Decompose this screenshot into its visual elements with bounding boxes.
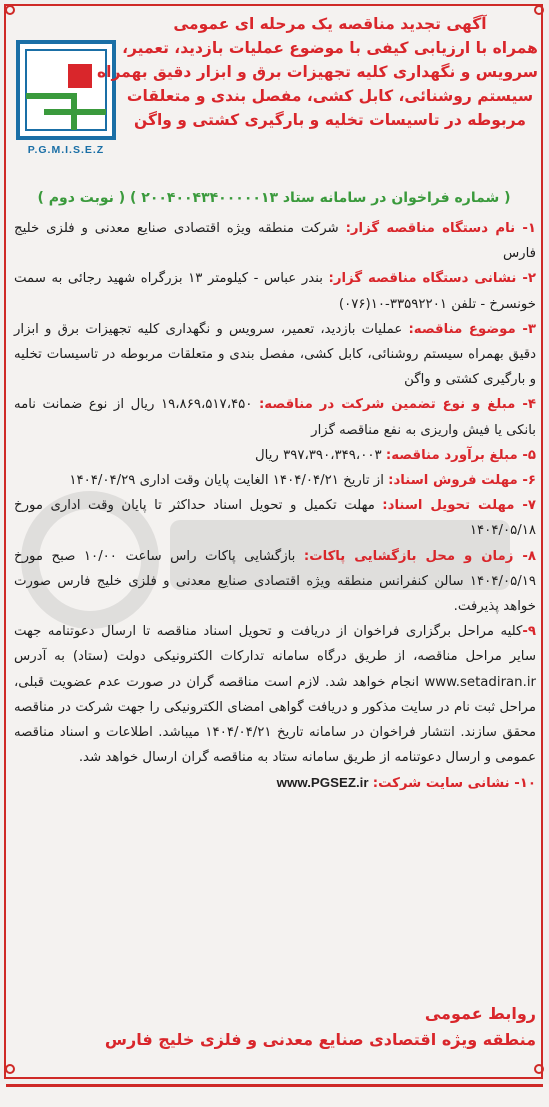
item-text: از تاریخ ۱۴۰۴/۰۴/۲۱ الغایت پایان وقت اداری ۱۴۰۴/۰۴/۲۹	[69, 473, 389, 489]
call-number: ( شماره فراخوان در سامانه ستاد ۲۰۰۴۰۰۴۳۴۰۰۰۰۰۱۳ ) ( نوبت دوم )	[37, 190, 511, 206]
pgsez-logo-icon	[14, 38, 118, 142]
tender-item	[14, 443, 536, 468]
website-link[interactable]: www.PGSEZ.ir	[276, 775, 369, 791]
company-logo	[14, 38, 118, 158]
tender-item	[14, 493, 536, 543]
item-label: ۱- نام دستگاه مناقصه گزار:	[345, 221, 537, 236]
headline-line: سرویس و نگهداری کلیه تجهیزات برق و ابزار دقیق بهمراه	[97, 63, 538, 81]
website-item	[14, 770, 536, 796]
item-text: مهلت تکمیل و تحویل اسناد حداکثر تا پایان وقت اداری مورخ ۱۴۰۴/۰۵/۱۸	[14, 498, 536, 539]
tender-headline	[97, 12, 538, 132]
corner-ornament-icon	[533, 1063, 545, 1075]
item-text: شرکت منطقه ویژه اقتصادی صنایع معدنی و فلزی خلیج فارس	[14, 221, 536, 262]
corner-ornament-icon	[4, 1063, 16, 1075]
tender-item	[14, 544, 536, 620]
headline-line: مربوطه در تاسیسات تخلیه و بارگیری کشتی و واگن	[134, 111, 526, 129]
item-label: ۷- مهلت تحویل اسناد:	[382, 498, 537, 514]
tender-item	[14, 317, 536, 393]
tender-item	[14, 216, 536, 266]
tender-item	[14, 468, 536, 493]
footer-organization: منطقه ویژه اقتصادی صنایع معدنی و فلزی خلیج فارس	[104, 1030, 536, 1049]
tender-item	[14, 392, 536, 442]
item-label: ۴- مبلغ و نوع تضمین شرکت در مناقصه:	[258, 397, 536, 413]
next-ad-strip	[0, 1084, 549, 1107]
item-label: ۹-	[522, 624, 536, 640]
item-label: ۶- مهلت فروش اسناد:	[388, 473, 536, 489]
item-label: ۸- زمان و محل بازگشایی پاکات:	[303, 548, 536, 564]
item-text: ۳۹۷،۳۹۰،۳۴۹،۰۰۳ ریال	[255, 447, 386, 463]
item-text: عملیات بازدید، تعمیر، سرویس و نگهداری کلیه تجهیزات برق و ابزار دقیق بهمراه سیستم روشنائی، کابل کشی، مفصل بندی و متعلقات مربوطه در تاسیسات تخلیه و بارگیری کشتی و واگن	[14, 321, 536, 388]
item-label: ۳- موضوع مناقصه:	[408, 321, 536, 337]
website-label: ۱۰- نشانی سایت شرکت:	[372, 776, 536, 792]
tender-body	[14, 216, 536, 797]
corner-ornament-icon	[4, 4, 16, 16]
tender-item	[14, 266, 536, 316]
item-text: بندر عباس - کیلومتر ۱۳ بزرگراه شهید رجائی به سمت خونسرخ - تلفن ۳۳۵۹۲۲۰۱-۱۰(۰۷۶)	[14, 271, 536, 312]
tender-item	[14, 619, 536, 770]
logo-text: P.G.M.I.S.E.Z	[27, 144, 105, 156]
item-text: بازگشایی پاکات راس ساعت ۱۰/۰۰ صبح مورخ ۱۴۰۴/۰۵/۱۹ سالن کنفرانس منطقه ویژه اقتصادی صنایع معدنی و فلزی خلیج فارس صورت خواهد پذیرفت.	[14, 548, 536, 615]
footer	[14, 1002, 536, 1054]
item-label: ۲- نشانی دستگاه مناقصه گزار:	[328, 271, 536, 287]
item-text: ۱۹،۸۶۹،۵۱۷،۴۵۰ ریال از نوع ضمانت نامه بانکی یا فیش واریزی به نفع مناقصه گزار	[14, 397, 536, 438]
headline-line: سیستم روشنائی، کابل کشی، مفصل بندی و متعلقات	[126, 87, 534, 105]
footer-public-relations: روابط عمومی	[424, 1004, 536, 1023]
headline-line: همراه با ارزیابی کیفی با موضوع عملیات بازدید، تعمیر،	[122, 39, 538, 57]
item-label: ۵- مبلغ برآورد مناقصه:	[385, 447, 536, 463]
item-text: کلیه مراحل برگزاری فراخوان از دریافت و تحویل اسناد مناقصه تا ارسال دعوتنامه جهت سایر مراحل مناقصه، از طریق درگاه سامانه تدارکات الکترونیکی دولت (ستاد) به آدرس www.setadiran.ir انجام خواهد شد. لازم است مناقصه گران در صورت عدم عضویت قبلی، مراحل ثبت نام در سایت مذکور و دریافت گواهی امضای الکترونیکی را جهت شرکت در مناقصه محقق سازند. انتشار فراخوان در سامانه تاریخ ۱۴۰۴/۰۴/۲۱ میباشد. اطلاعات و اسناد مناقصه عمومی و ارسال دعوتنامه از طریق سامانه ستاد به مناقصه گران ارسال خواهد شد.	[14, 624, 536, 766]
divider	[6, 1084, 543, 1087]
headline-line: آگهی تجدید مناقصه یک مرحله ای عمومی	[173, 15, 487, 33]
